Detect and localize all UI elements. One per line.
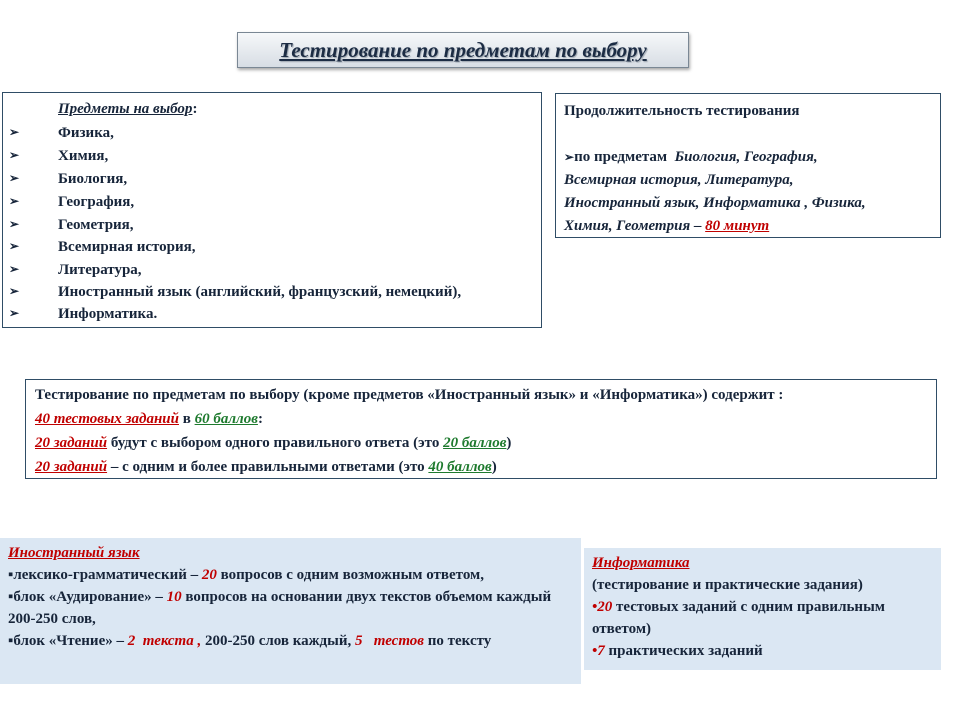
- subjects-panel: Предметы на выбор: ➢ Физика, ➢ Химия, ➢ Биология, ➢ География, ➢ Геометрия, ➢ Всемирная история, ➢ Литература, ➢ Иностранный язык (английский, французский, немецкий), ➢ Информатика.: [2, 92, 542, 328]
- arrow-bullet-icon: ➢: [9, 239, 20, 253]
- page-title: Тестирование по предметам по выбору: [237, 32, 689, 68]
- arrow-bullet-icon: ➢: [9, 194, 20, 208]
- informatics-heading: Информатика: [592, 555, 690, 571]
- informatics-sub: (тестирование и практические задания): [592, 577, 863, 593]
- arrow-bullet-icon: ➢: [9, 171, 20, 185]
- content-multi: 20 заданий – с одним и более правильными ответами (это 40 баллов): [35, 459, 497, 475]
- arrow-bullet-icon: ➢: [9, 284, 20, 298]
- foreign-item: ▪блок «Аудирование» – 10 вопросов на основании двух текстов объемом каждый 200-250 слов,: [8, 589, 552, 627]
- arrow-bullet-icon: ➢: [9, 148, 20, 162]
- duration-subjects: Иностранный язык, Информатика , Физика,: [564, 195, 866, 211]
- arrow-bullet-icon: ➢: [9, 306, 20, 320]
- foreign-language-panel: [0, 538, 581, 684]
- subjects-heading: Предметы на выбор:: [58, 101, 198, 117]
- foreign-heading: Иностранный язык: [8, 545, 140, 561]
- arrow-bullet-icon: ➢: [9, 217, 20, 231]
- arrow-bullet-icon: ➢: [9, 125, 20, 139]
- content-total: 40 тестовых заданий в 60 баллов:: [35, 411, 263, 427]
- content-intro: Тестирование по предметам по выбору (кроме предметов «Иностранный язык» и «Информатика») содержит :: [35, 387, 784, 403]
- duration-panel: [555, 93, 941, 238]
- duration-time: 80 минут: [705, 218, 770, 234]
- informatics-item: •20 тестовых заданий с одним правильным ответом): [592, 599, 885, 637]
- duration-time-line: Химия, Геометрия – 80 минут: [564, 218, 770, 234]
- spacer: [564, 123, 932, 146]
- informatics-panel: [584, 548, 941, 670]
- arrow-bullet-icon: ➢: [9, 262, 20, 276]
- duration-heading: Продолжительность тестирования: [564, 103, 800, 119]
- duration-subjects: Всемирная история, Литература,: [564, 172, 794, 188]
- content-single: 20 заданий будут с выбором одного правильного ответа (это 20 баллов): [35, 435, 512, 451]
- arrow-bullet-icon: ➢: [564, 150, 575, 164]
- foreign-item: ▪блок «Чтение» – 2 текста , 200-250 слов каждый, 5 тестов по тексту: [8, 633, 492, 649]
- foreign-item: ▪лексико-грамматический – 20 вопросов с одним возможным ответом,: [8, 567, 485, 583]
- duration-line: ➢по предметам Биология, География,: [564, 149, 818, 165]
- informatics-item: •7 практических заданий: [592, 643, 763, 659]
- content-panel: [25, 379, 937, 479]
